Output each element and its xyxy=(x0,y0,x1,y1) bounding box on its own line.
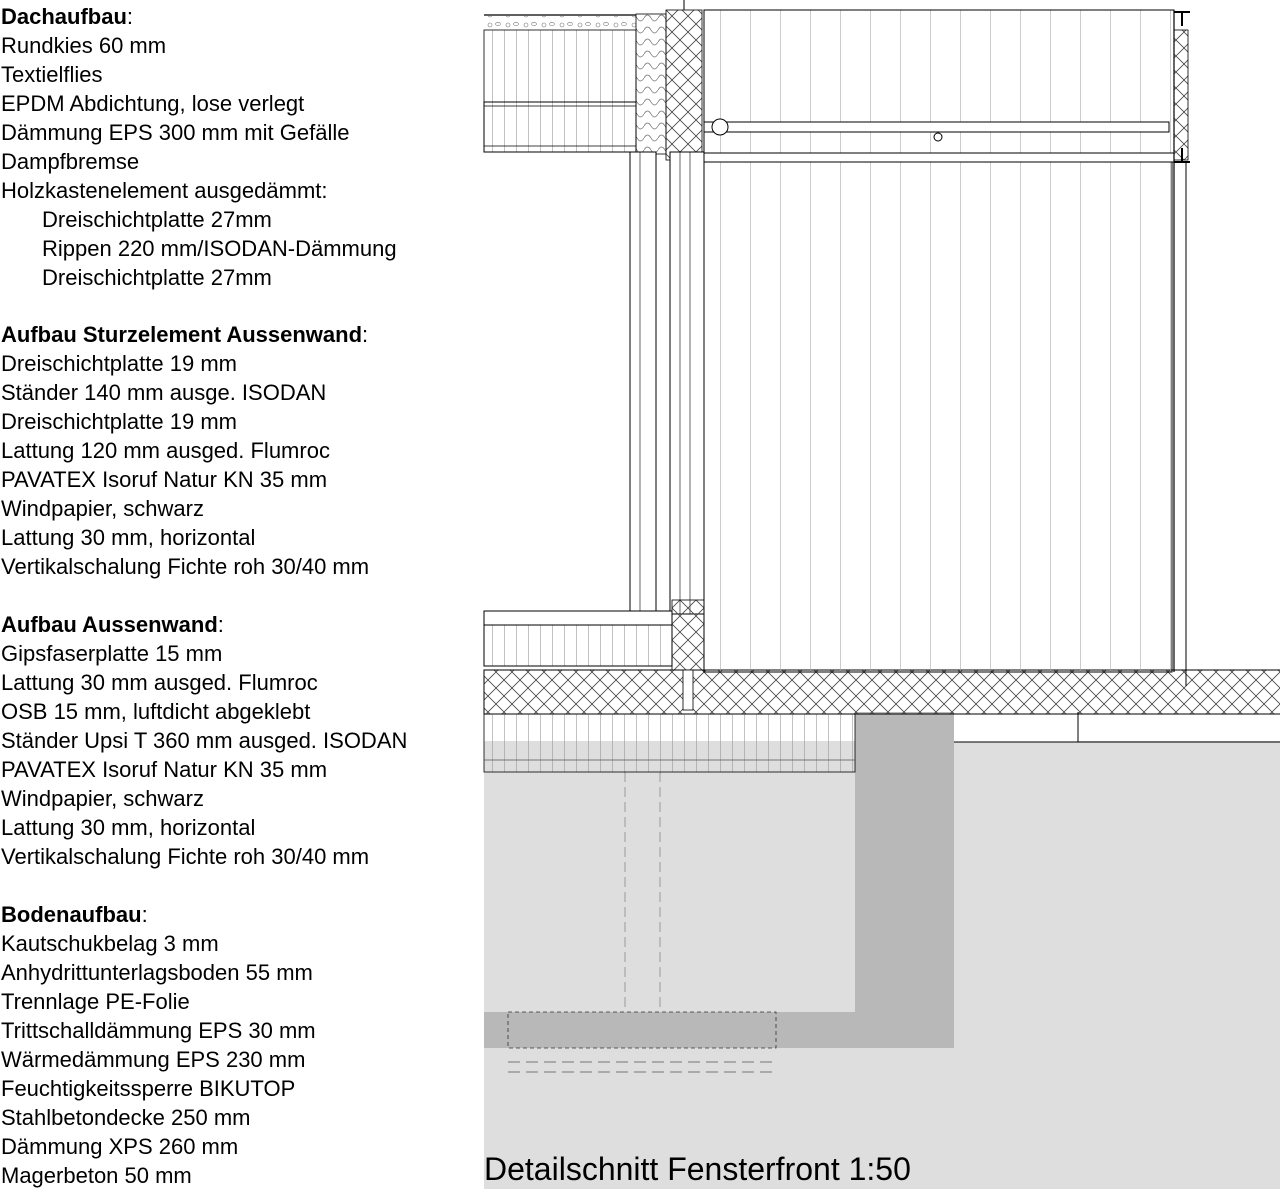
section-heading: Bodenaufbau: xyxy=(1,902,148,927)
layer-item: Vertikalschalung Fichte roh 30/40 mm xyxy=(1,554,370,579)
window-sill xyxy=(484,611,672,625)
rail-roller xyxy=(712,119,728,135)
section-heading: Aufbau Aussenwand: xyxy=(1,612,224,637)
layer-item: Trittschalldämmung EPS 30 mm xyxy=(1,1018,316,1043)
layer-item: Dämmung XPS 260 mm xyxy=(1,1134,239,1159)
section-heading: Dachaufbau: xyxy=(1,4,134,29)
layer-item: Kautschukbelag 3 mm xyxy=(1,931,219,956)
layer-item: EPDM Abdichtung, lose verlegt xyxy=(1,91,305,116)
lintel-insulation xyxy=(636,14,666,154)
section-bodenaufbau xyxy=(1,900,316,1190)
roof-element xyxy=(484,102,636,152)
layer-item: Textielflies xyxy=(1,62,103,87)
layer-item: Vertikalschalung Fichte roh 30/40 mm xyxy=(1,844,370,869)
layer-item: Lattung 30 mm, horizontal xyxy=(1,815,256,840)
window-frame xyxy=(670,152,704,614)
layer-item: PAVATEX Isoruf Natur KN 35 mm xyxy=(1,757,328,782)
layer-item: OSB 15 mm, luftdicht abgeklebt xyxy=(1,699,311,724)
step-recess xyxy=(954,712,1078,742)
terrace-recess xyxy=(1078,712,1280,741)
floor-insulation xyxy=(484,670,1280,714)
layer-item: Dreischichtplatte 27mm xyxy=(42,265,272,290)
layer-item: Magerbeton 50 mm xyxy=(1,1163,192,1188)
sill-frame xyxy=(672,600,704,670)
layer-item: Feuchtigkeitssperre BIKUTOP xyxy=(1,1076,296,1101)
layer-item: Anhydrittunterlagsboden 55 mm xyxy=(1,960,313,985)
roof-insulation xyxy=(484,30,636,102)
layer-item: Rundkies 60 mm xyxy=(1,33,167,58)
roof-gravel xyxy=(484,16,636,30)
layer-item: PAVATEX Isoruf Natur KN 35 mm xyxy=(1,467,328,492)
section-dachaufbau xyxy=(1,2,397,292)
layer-item: Windpapier, schwarz xyxy=(1,786,204,811)
floor-ribs xyxy=(484,714,855,772)
sun-blind-rail xyxy=(704,122,1169,132)
side-frame xyxy=(1174,30,1188,160)
layer-item: Dreischichtplatte 19 mm xyxy=(1,351,237,376)
layer-item: Dreischichtplatte 19 mm xyxy=(1,409,237,434)
layer-item: Dämmung EPS 300 mm mit Gefälle xyxy=(1,120,350,145)
layer-item: Dampfbremse xyxy=(1,149,140,174)
layer-item: Lattung 30 mm ausged. Flumroc xyxy=(1,670,318,695)
layer-item: Lattung 30 mm, horizontal xyxy=(1,525,256,550)
drawing-title: Detailschnitt Fensterfront 1:50 xyxy=(484,1151,911,1187)
layer-item: Dreischichtplatte 27mm xyxy=(42,207,272,232)
layer-item: Windpapier, schwarz xyxy=(1,496,204,521)
layer-item: Ständer 140 mm ausge. ISODAN xyxy=(1,380,327,405)
main-glazing xyxy=(704,162,1172,672)
section-heading: Aufbau Sturzelement Aussenwand: xyxy=(1,322,369,347)
layer-item: Trennlage PE-Folie xyxy=(1,989,190,1014)
exterior-cladding xyxy=(630,152,656,611)
section-sturzelement xyxy=(1,320,369,581)
layer-item: Lattung 120 mm ausged. Flumroc xyxy=(1,438,330,463)
layer-item: Wärmedämmung EPS 230 mm xyxy=(1,1047,306,1072)
lintel-element xyxy=(666,10,702,160)
layer-item: Ständer Upsi T 360 mm ausged. ISODAN xyxy=(1,728,408,753)
foundation-wall xyxy=(855,712,954,1048)
section-aussenwand xyxy=(1,610,407,871)
layer-item: Holzkastenelement ausgedämmt: xyxy=(1,178,328,203)
layer-item: Rippen 220 mm/ISODAN-Dämmung xyxy=(42,236,397,261)
layer-item: Gipsfaserplatte 15 mm xyxy=(1,641,223,666)
layer-item: Stahlbetondecke 250 mm xyxy=(1,1105,251,1130)
sill-element xyxy=(484,625,672,666)
